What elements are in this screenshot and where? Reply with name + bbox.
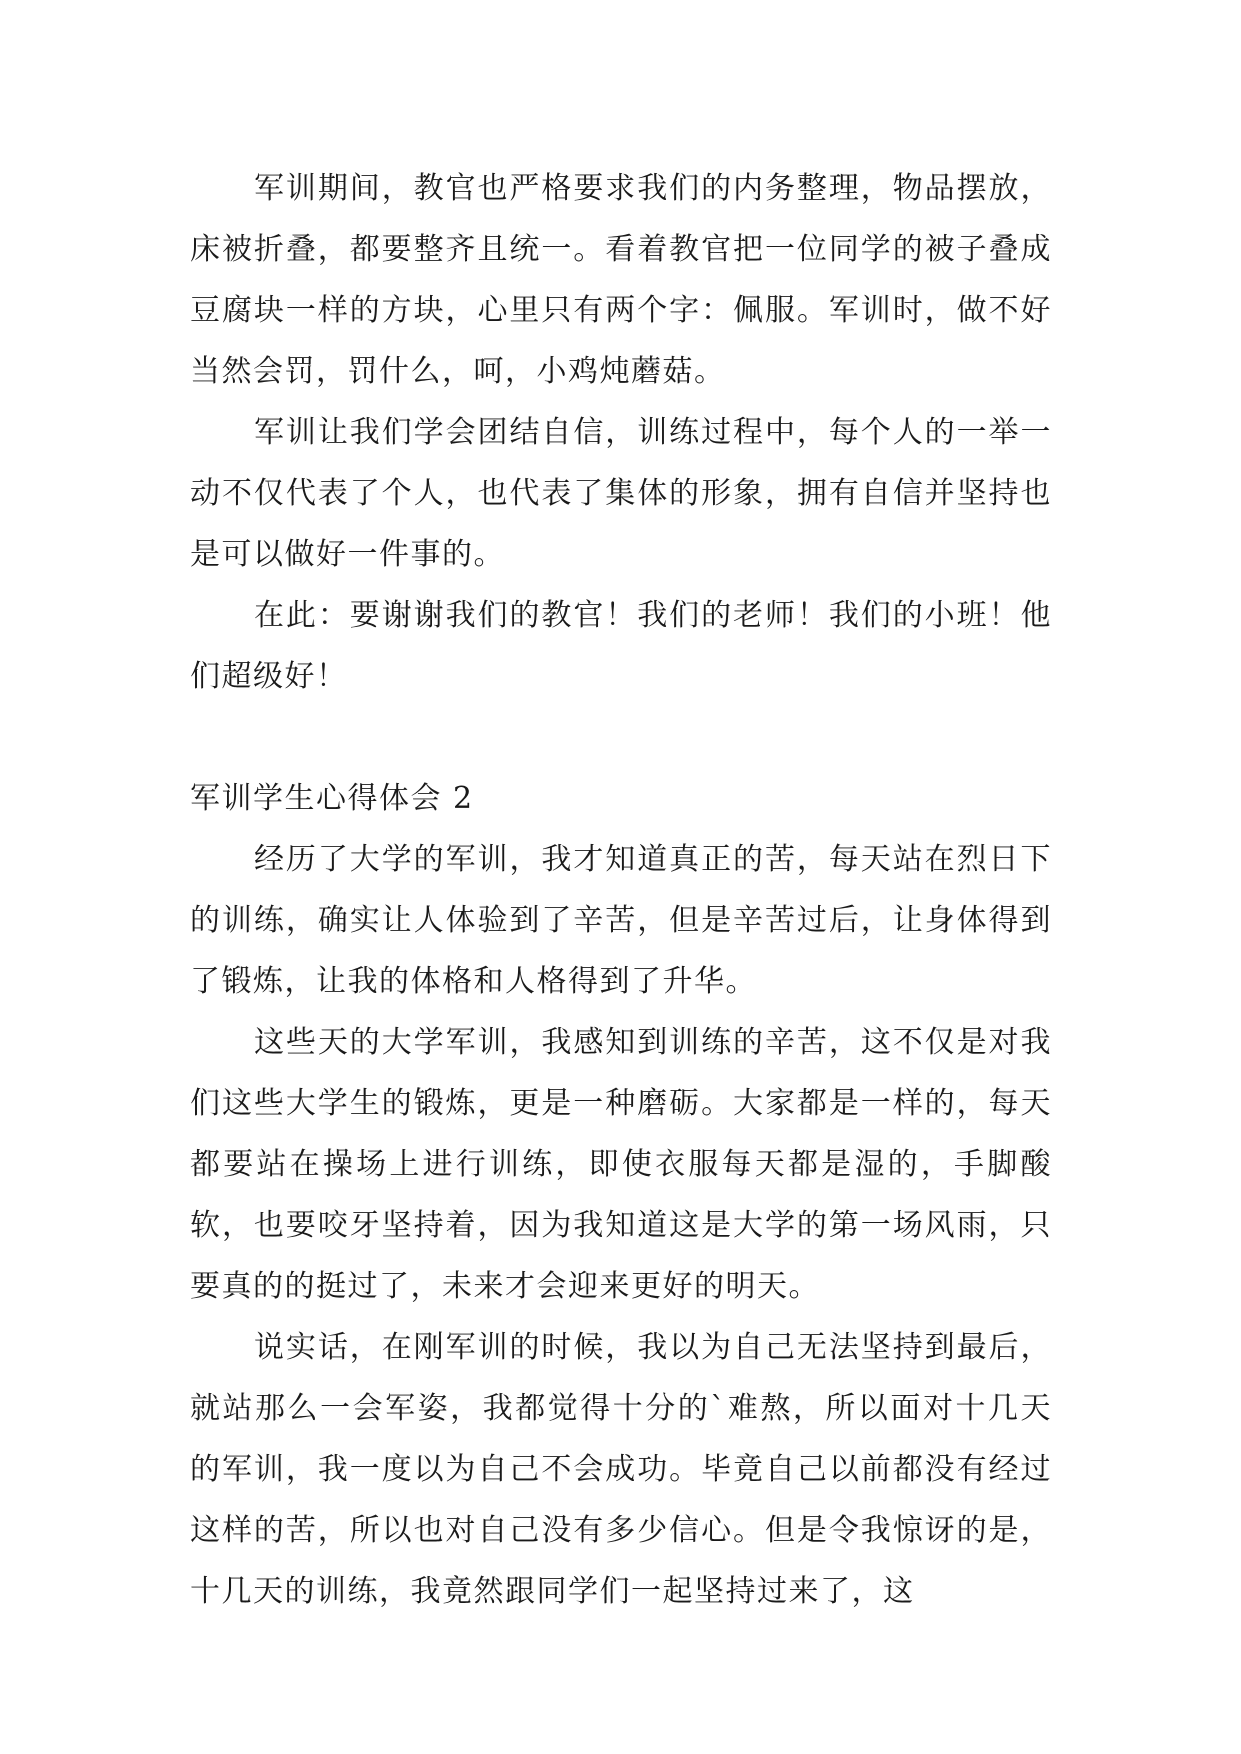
paragraph-unity: 军训让我们学会团结自信，训练过程中，每个人的一举一动不仅代表了个人，也代表了集体的形象，拥有自信并坚持也是可以做好一件事的。 (190, 415, 1052, 572)
paragraph-honestly: 说实话，在刚军训的时候，我以为自己无法坚持到最后，就站那么一会军姿，我都觉得十分的`难熬，所以面对十几天的军训，我一度以为自己不会成功。毕竟自己以前都没有经过这样的苦，所以也对自己没有多少信心。但是令我惊讶的是，十几天的训练，我竟然跟同学们一起坚持过来了，这 (190, 1330, 1052, 1609)
paragraph-dormitory: 军训期间，教官也严格要求我们的内务整理，物品摆放，床被折叠，都要整齐且统一。看着教官把一位同学的被子叠成豆腐块一样的方块，心里只有两个字：佩服。军训时，做不好当然会罚，罚什么，呵，小鸡炖蘑菇。 (190, 171, 1052, 389)
paragraph-thanks: 在此：要谢谢我们的教官！我们的老师！我们的小班！他们超级好！ (190, 598, 1052, 694)
document-body (190, 158, 1052, 1622)
paragraph-training: 这些天的大学军训，我感知到训练的辛苦，这不仅是对我们这些大学生的锻炼，更是一种磨砺。大家都是一样的，每天都要站在操场上进行训练，即使衣服每天都是湿的，手脚酸软，也要咬牙坚持着，因为我知道这是大学的第一场风雨，只要真的的挺过了，未来才会迎来更好的明天。 (190, 1025, 1052, 1304)
paragraph-hardship: 经历了大学的军训，我才知道真正的苦，每天站在烈日下的训练，确实让人体验到了辛苦，但是辛苦过后，让身体得到了锻炼，让我的体格和人格得到了升华。 (190, 842, 1052, 999)
section-title: 军训学生心得体会 2 (190, 781, 474, 816)
